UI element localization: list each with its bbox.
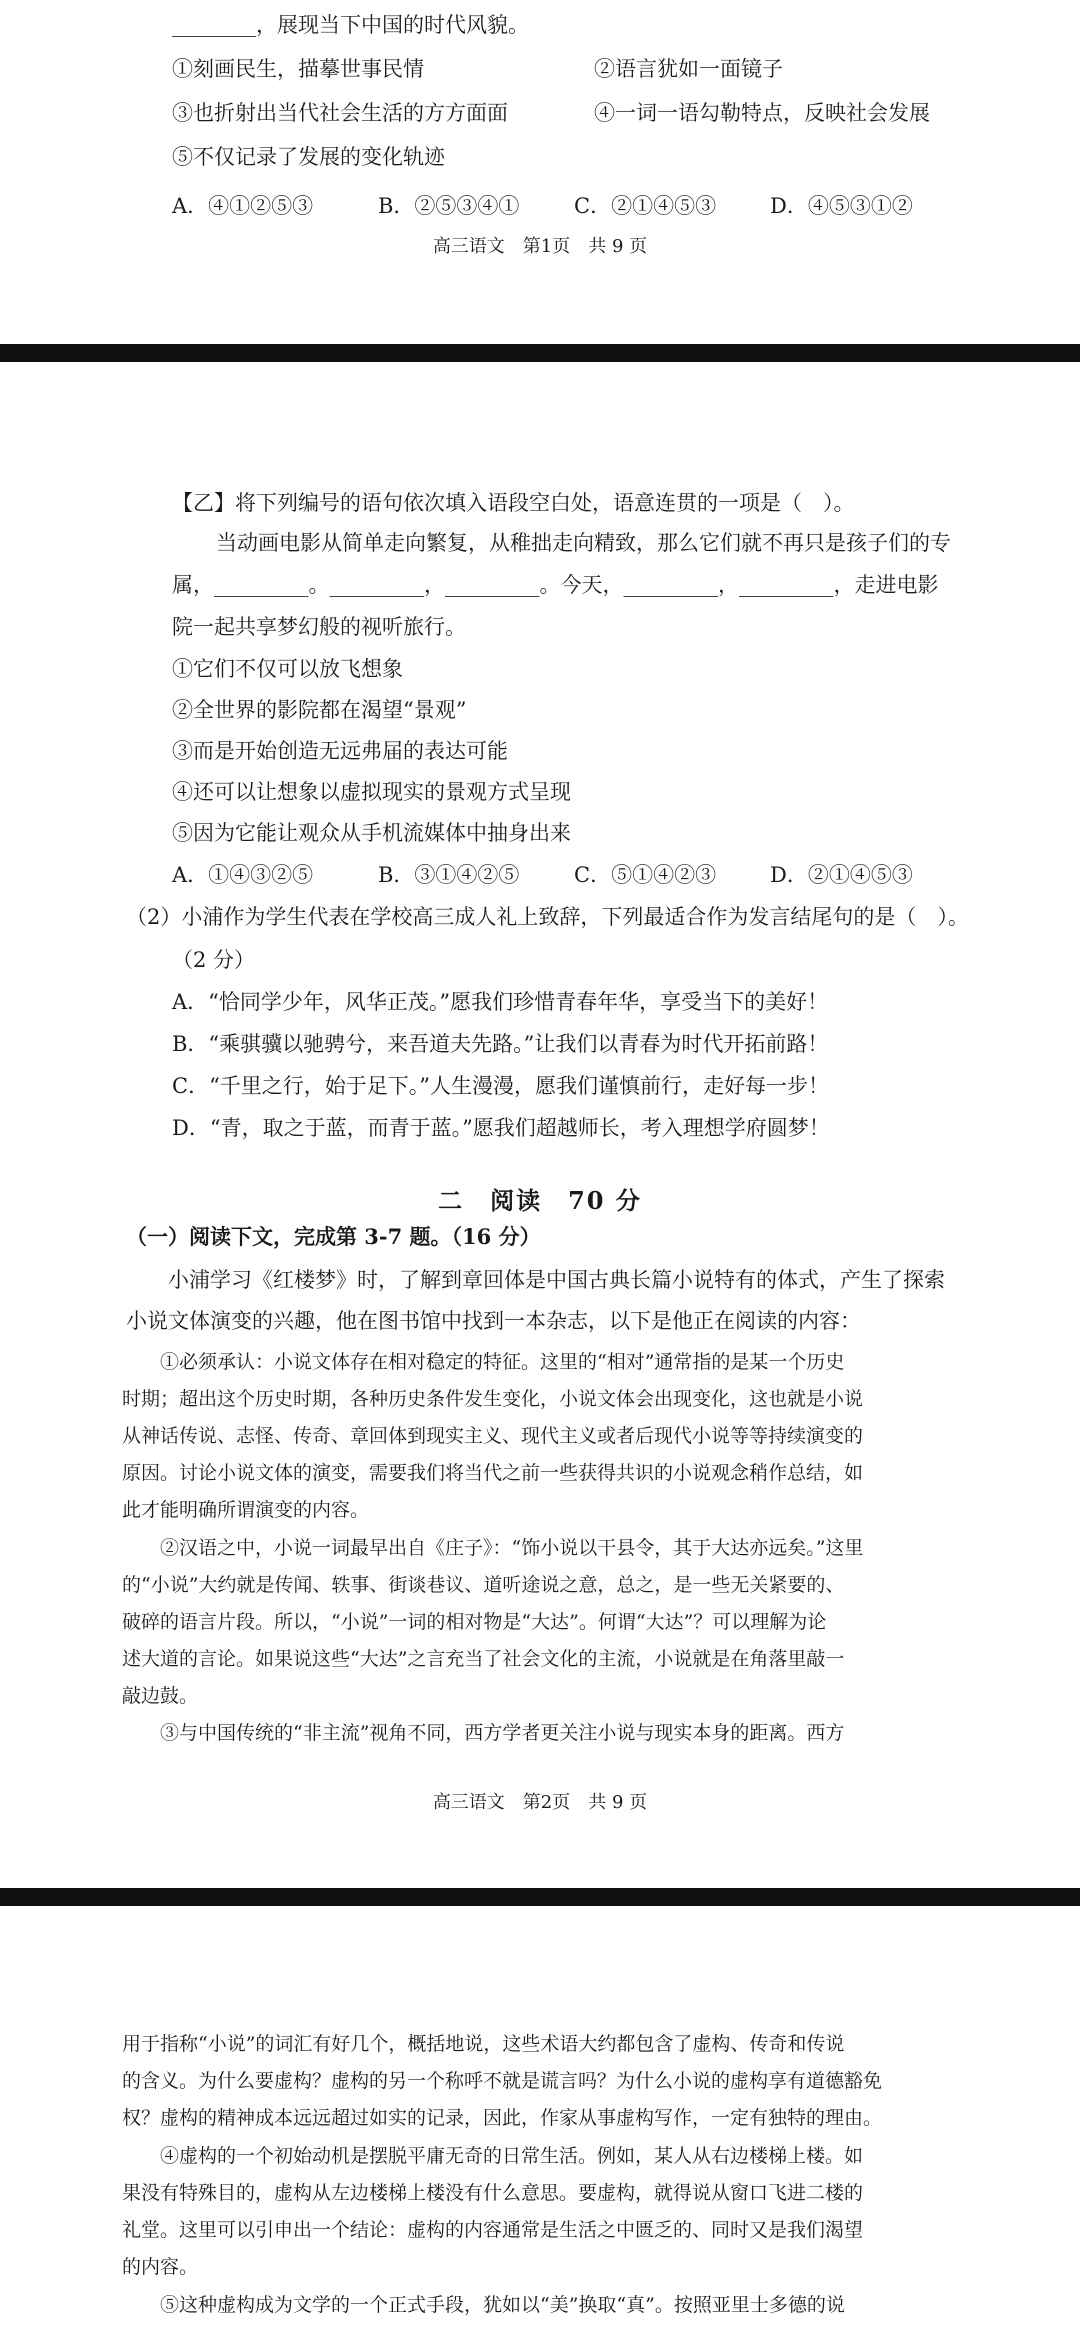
page-footer: 高三语文 第1页 共 9 页 (432, 236, 648, 257)
para1-line: ①必须承认：小说文体存在相对稳定的特征。这里的“相对”通常指的是某一个历史 (160, 1351, 845, 1373)
para3-line: ③与中国传统的“非主流”视角不同，西方学者更关注小说与现实本身的距离。西方 (160, 1722, 845, 1744)
intro-line: 小浦学习《红楼梦》时，了解到章回体是中国古典长篇小说特有的体式，产生了探索 (168, 1268, 945, 1292)
q2-option-c: C．“千里之行，始于足下。”人生漫漫，愿我们谨慎前行，走好每一步！ (172, 1074, 830, 1098)
q2-option-a: A．“恰同学少年，风华正茂。”愿我们珍惜青春年华，享受当下的美好！ (172, 990, 829, 1014)
item-1: ①刻画民生，描摹世事民情 (172, 57, 424, 81)
para2-line: 敲边鼓。 (122, 1685, 199, 1707)
q2-option-d: D．“青，取之于蓝，而青于蓝。”愿我们超越师长，考入理想学府圆梦！ (172, 1116, 830, 1140)
section-title: 二 阅读 70 分 (438, 1186, 642, 1215)
item-4: ④一词一语勾勒特点，反映社会发展 (594, 101, 930, 125)
choice-a: A．④①②⑤③ (172, 194, 314, 218)
choice-a: A．①④③②⑤ (172, 863, 314, 887)
para4-line: ④虚构的一个初始动机是摆脱平庸无奇的日常生活。例如，某人从右边楼梯上楼。如 (160, 2145, 864, 2167)
item-2: ②语言犹如一面镜子 (594, 57, 783, 81)
item-3: ③也折射出当代社会生活的方方面面 (172, 101, 508, 125)
choice-d: D．④⑤③①② (770, 194, 913, 218)
page-separator (0, 344, 1080, 362)
item-2: ②全世界的影院都在渴望“景观” (172, 698, 467, 722)
passage-line: 属，_________。_________，_________。今天，_________，_________，走进电影 (172, 573, 939, 597)
para2-line: 述大道的言论。如果说这些“大达”之言充当了社会文化的主流，小说就是在角落里敲一 (122, 1648, 845, 1670)
subsection-title: （一）阅读下文，完成第 3-7 题。（16 分） (126, 1224, 541, 1249)
para4-line: 的内容。 (122, 2256, 199, 2278)
item-5: ⑤不仅记录了发展的变化轨迹 (172, 145, 445, 169)
para4-line: 果没有特殊目的，虚构从左边楼梯上楼没有什么意思。要虚构，就得说从窗口飞进二楼的 (122, 2182, 864, 2204)
page-footer: 高三语文 第2页 共 9 页 (432, 1792, 648, 1813)
item-4: ④还可以让想象以虚拟现实的景观方式呈现 (172, 780, 571, 804)
choice-c: C．②①④⑤③ (574, 194, 717, 218)
para5-line: ⑤这种虚构成为文学的一个正式手段，犹如以“美”换取“真”。按照亚里士多德的说 (160, 2294, 845, 2316)
question-2: （2）小浦作为学生代表在学校高三成人礼上致辞，下列最适合作为发言结尾句的是（ ）。 (126, 905, 969, 929)
choice-d: D．②①④⑤③ (770, 863, 913, 887)
para2-line: 破碎的语言片段。所以，“小说”一词的相对物是“大达”。何谓“大达”？可以理解为论 (122, 1611, 827, 1633)
intro-line: 小说文体演变的兴趣，他在图书馆中找到一本杂志，以下是他正在阅读的内容： (126, 1309, 861, 1333)
para1-line: 从神话传说、志怪、传奇、章回体到现实主义、现代主义或者后现代小说等等持续演变的 (122, 1425, 864, 1447)
question-yi: 【乙】将下列编号的语句依次填入语段空白处，语意连贯的一项是（ ）。 (172, 491, 855, 515)
page-1 (0, 0, 1080, 344)
para1-line: 原因。讨论小说文体的演变，需要我们将当代之前一些获得共识的小说观念稍作总结，如 (122, 1462, 864, 1484)
para4-line: 礼堂。这里可以引申出一个结论：虚构的内容通常是生活之中匮乏的、同时又是我们渴望 (122, 2219, 864, 2241)
page3-line: 用于指称“小说”的词汇有好几个，概括地说，这些术语大约都包含了虚构、传奇和传说 (122, 2033, 845, 2055)
choice-c: C．⑤①④②③ (574, 863, 717, 887)
para2-line: ②汉语之中，小说一词最早出自《庄子》：“饰小说以干县令，其于大达亦远矣。”这里 (160, 1537, 864, 1559)
lead-line: ________，展现当下中国的时代风貌。 (172, 13, 529, 37)
page3-line: 权？虚构的精神成本远远超过如实的记录，因此，作家从事虚构写作，一定有独特的理由。 (122, 2107, 883, 2129)
choice-b: B．③①④②⑤ (378, 863, 520, 887)
choice-b: B．②⑤③④① (378, 194, 520, 218)
item-3: ③而是开始创造无远弗届的表达可能 (172, 739, 508, 763)
q2-option-b: B．“乘骐骥以驰骋兮，来吾道夫先路。”让我们以青春为时代开拓前路！ (172, 1032, 829, 1056)
question-2-points: （2 分） (172, 948, 256, 972)
para2-line: 的“小说”大约就是传闻、轶事、街谈巷议、道听途说之意，总之，是一些无关紧要的、 (122, 1574, 845, 1596)
para1-line: 此才能明确所谓演变的内容。 (122, 1499, 370, 1521)
item-1: ①它们不仅可以放飞想象 (172, 657, 403, 681)
page-separator (0, 1888, 1080, 1906)
page-2 (0, 362, 1080, 1888)
item-5: ⑤因为它能让观众从手机流媒体中抽身出来 (172, 821, 571, 845)
para1-line: 时期；超出这个历史时期，各种历史条件发生变化，小说文体会出现变化，这也就是小说 (122, 1388, 864, 1410)
page3-line: 的含义。为什么要虚构？虚构的另一个称呼不就是谎言吗？为什么小说的虚构享有道德豁免 (122, 2070, 883, 2092)
passage-line: 当动画电影从简单走向繁复，从稚拙走向精致，那么它们就不再只是孩子们的专 (216, 531, 951, 555)
passage-line: 院一起共享梦幻般的视听旅行。 (172, 615, 466, 639)
page-3 (0, 1906, 1080, 2341)
